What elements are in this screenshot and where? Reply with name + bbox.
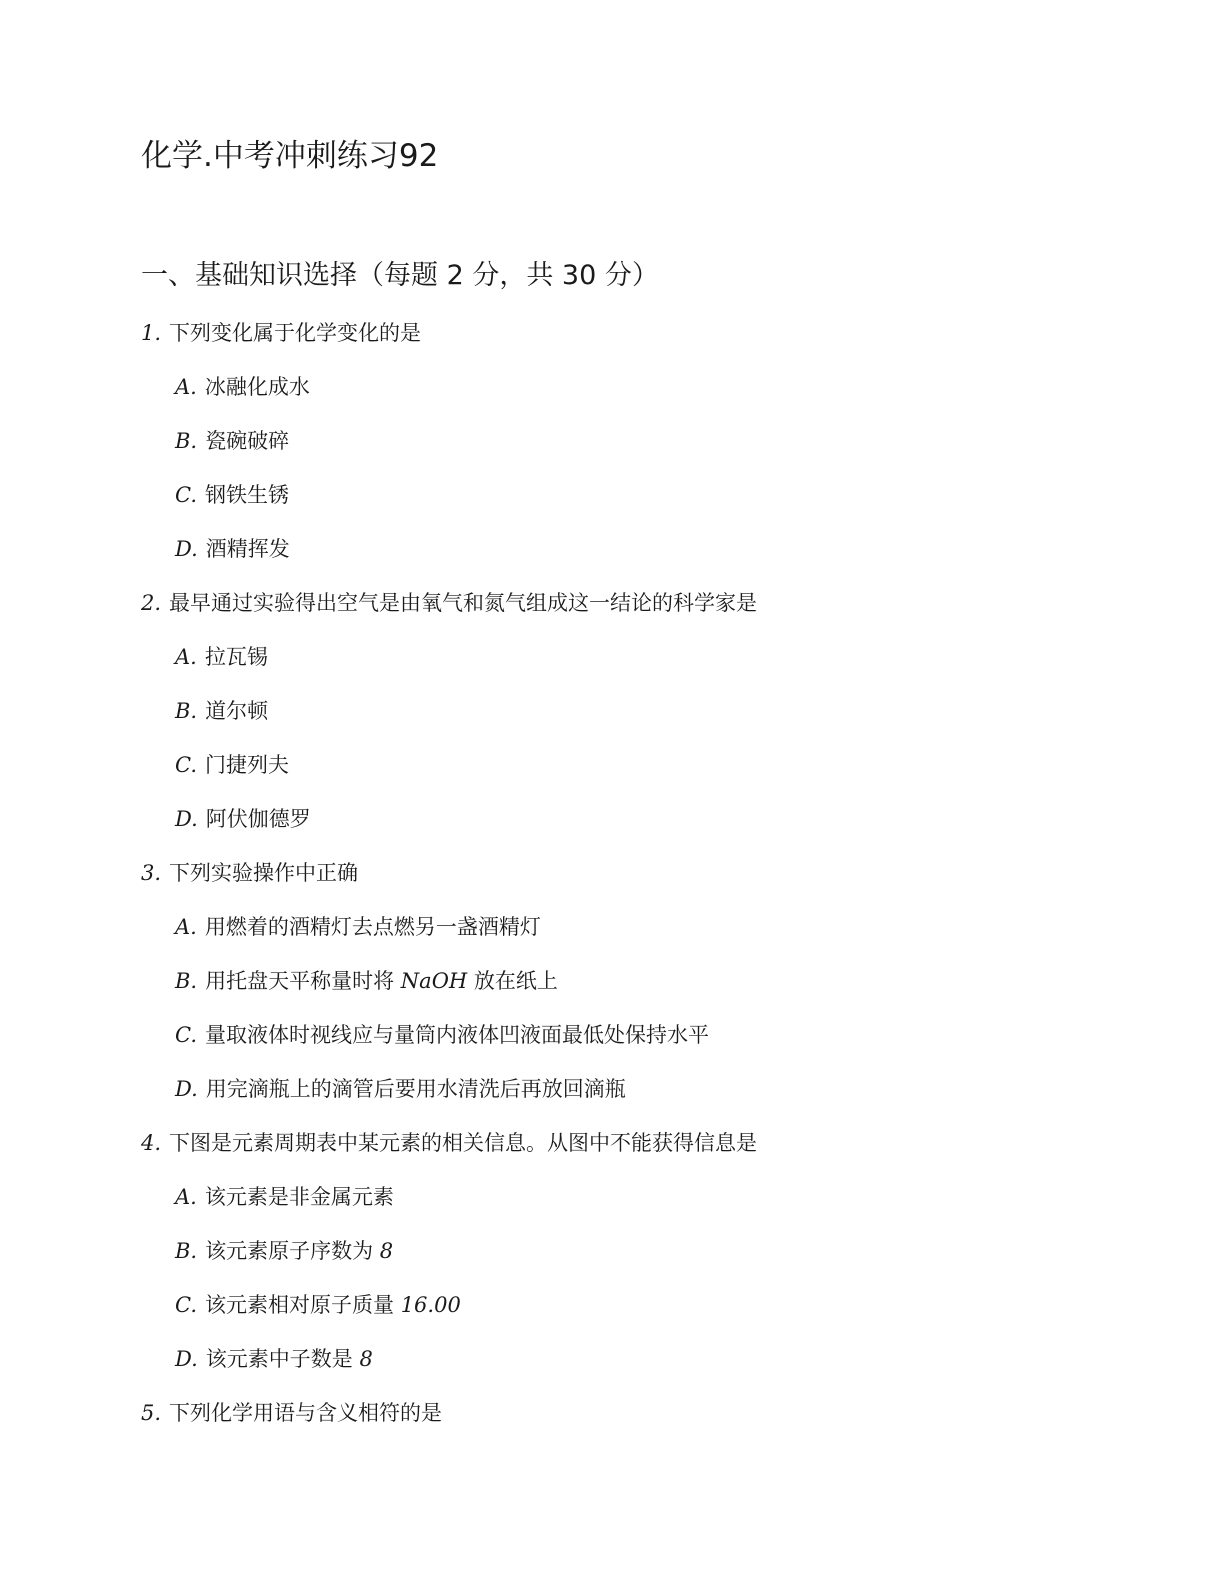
option-4d	[175, 1344, 373, 1374]
option-letter: A.	[175, 375, 197, 399]
option-letter: B.	[175, 429, 198, 453]
option-1a	[175, 372, 310, 402]
chemical-formula: NaOH	[400, 969, 468, 993]
option-letter: C.	[175, 753, 197, 777]
option-text: 用完滴瓶上的滴管后要用水清洗后再放回滴瓶	[205, 1077, 626, 1101]
option-letter: D.	[175, 537, 198, 561]
option-letter: A.	[175, 1185, 197, 1209]
option-letter: D.	[175, 807, 198, 831]
option-letter: D.	[175, 1347, 198, 1371]
question-text: 下图是元素周期表中某元素的相关信息。从图中不能获得信息是	[169, 1131, 758, 1155]
option-text-after: 放在纸上	[467, 969, 558, 993]
option-text: 冰融化成水	[204, 375, 310, 399]
question-5	[141, 1398, 442, 1428]
option-value: 16.00	[400, 1293, 461, 1317]
option-4b	[175, 1236, 393, 1266]
option-1c	[175, 480, 289, 510]
question-text: 下列化学用语与含义相符的是	[169, 1401, 443, 1425]
option-letter: D.	[175, 1077, 198, 1101]
option-1b	[175, 426, 289, 456]
option-text: 用燃着的酒精灯去点燃另一盏酒精灯	[204, 915, 541, 939]
document-title: 化学.中考冲刺练习92	[141, 138, 439, 174]
option-4a	[175, 1182, 394, 1212]
section-heading: 一、基础知识选择（每题 2 分，共 30 分）	[141, 260, 659, 291]
option-letter: C.	[175, 1293, 197, 1317]
question-number: 4.	[141, 1131, 162, 1155]
option-text: 门捷列夫	[205, 753, 289, 777]
option-text: 该元素是非金属元素	[204, 1185, 394, 1209]
option-letter: C.	[175, 1023, 197, 1047]
option-3c	[175, 1020, 709, 1050]
option-value: 8	[379, 1239, 394, 1263]
option-1d	[175, 534, 290, 564]
option-letter: B.	[175, 699, 198, 723]
question-text: 最早通过实验得出空气是由氧气和氮气组成这一结论的科学家是	[169, 591, 758, 615]
option-text-before: 用托盘天平称量时将	[205, 969, 401, 993]
option-text: 钢铁生锈	[205, 483, 289, 507]
option-3b	[175, 966, 558, 996]
option-letter: B.	[175, 969, 198, 993]
option-2d	[175, 804, 311, 834]
option-4c	[175, 1290, 461, 1320]
option-text: 拉瓦锡	[204, 645, 268, 669]
question-number: 1.	[141, 321, 162, 345]
option-letter: A.	[175, 645, 197, 669]
option-2a	[175, 642, 268, 672]
option-3d	[175, 1074, 626, 1104]
question-number: 2.	[141, 591, 162, 615]
question-number: 3.	[141, 861, 162, 885]
option-text: 酒精挥发	[205, 537, 290, 561]
option-2c	[175, 750, 289, 780]
question-2	[141, 588, 757, 618]
option-letter: C.	[175, 483, 197, 507]
question-number: 5.	[141, 1401, 162, 1425]
question-text: 下列变化属于化学变化的是	[169, 321, 422, 345]
option-text-before: 该元素原子序数为	[205, 1239, 380, 1263]
option-letter: B.	[175, 1239, 198, 1263]
option-text: 瓷碗破碎	[205, 429, 290, 453]
question-3	[141, 858, 358, 888]
question-1	[141, 318, 421, 348]
option-text-before: 该元素中子数是	[205, 1347, 360, 1371]
option-letter: A.	[175, 915, 197, 939]
option-value: 8	[359, 1347, 373, 1371]
option-text-before: 该元素相对原子质量	[205, 1293, 401, 1317]
option-text: 阿伏伽德罗	[205, 807, 311, 831]
option-3a	[175, 912, 541, 942]
question-4	[141, 1128, 757, 1158]
option-text: 量取液体时视线应与量筒内液体凹液面最低处保持水平	[205, 1023, 709, 1047]
option-2b	[175, 696, 268, 726]
question-text: 下列实验操作中正确	[169, 861, 359, 885]
option-text: 道尔顿	[205, 699, 269, 723]
